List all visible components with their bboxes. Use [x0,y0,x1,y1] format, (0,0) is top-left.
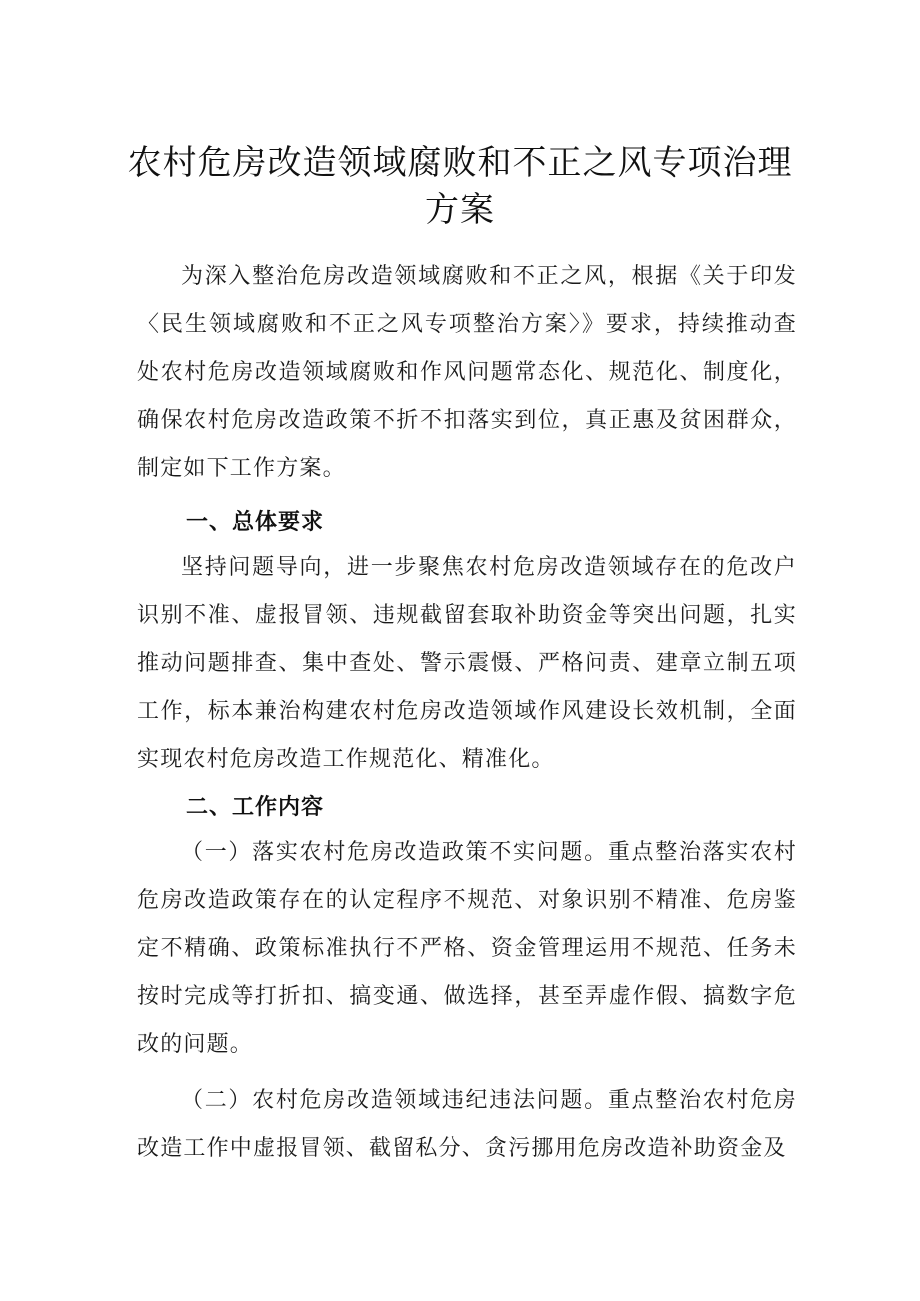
document-title-line1: 农村危房改造领域腐败和不正之风专项治理 [127,143,793,183]
general-requirements-paragraph: 坚持问题导向，进一步聚焦农村危房改造领域存在的危改户识别不准、虚报冒领、违规截留套取补助资金等突出问题，扎实推动问题排查、集中查处、警示震慑、严格问责、建章立制五项工作，标本兼治构建农村危房改造领域作风建设长效机制，全面实现农村危房改造工作规范化、精准化。 [137,555,797,772]
section-heading-general-requirements: 一、总体要求 [186,510,325,535]
work-content-item-1: （一）落实农村危房改造政策不实问题。重点整治落实农村危房改造政策存在的认定程序不规范、对象识别不精准、危房鉴定不精确、政策标准执行不严格、资金管理运用不规范、任务未按时完成等打折扣、搞变通、做选择，甚至弄虚作假、搞数字危改的问题。 [137,840,797,1057]
section-heading-work-content: 二、工作内容 [186,795,325,820]
work-content-item-2: （二）农村危房改造领域违纪违法问题。重点整治农村危房改造工作中虚报冒领、截留私分、贪污挪用危房改造补助资金及 [137,1088,797,1161]
document-title-line2: 方案 [425,190,495,230]
intro-paragraph: 为深入整治危房改造领域腐败和不正之风，根据《关于印发〈民生领域腐败和不正之风专项整治方案〉》要求，持续推动查处农村危房改造领域腐败和作风问题常态化、规范化、制度化，确保农村危房改造政策不折不扣落实到位，真正惠及贫困群众，制定如下工作方案。 [137,264,797,481]
